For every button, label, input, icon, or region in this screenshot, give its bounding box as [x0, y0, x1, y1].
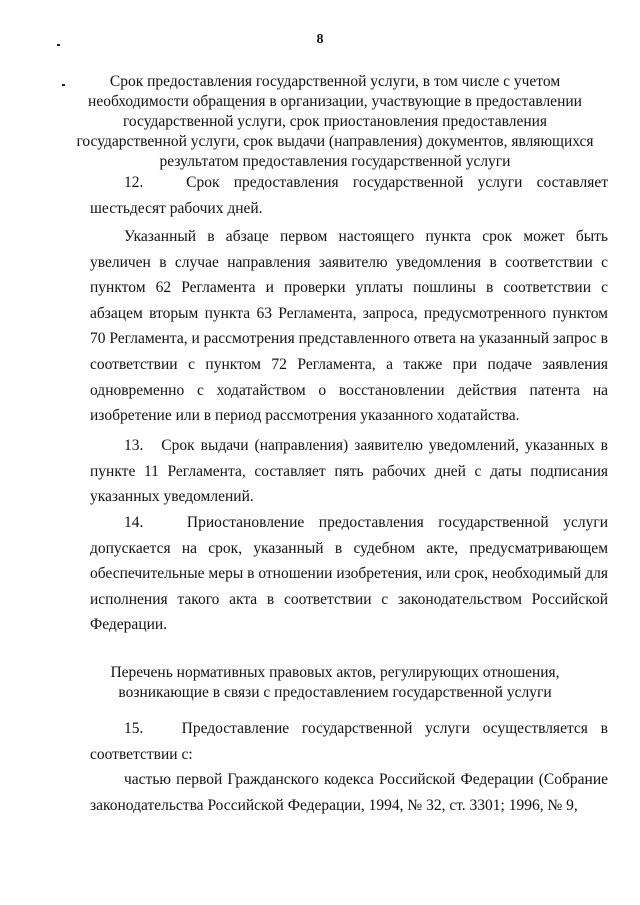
scan-mark: [62, 84, 65, 86]
section-heading-term: Срок предоставления государственной услуги, в том числе с учетом необходимости обращения в организации, участвующие в предоставлении государственной услуги, срок приостановления предоставления государственной услуги, срок выдачи (направления) документов, являющихся результатом предоставления государственной услуги: [76, 73, 594, 170]
paragraph-15: 15. Предоставление государственной услуги осуществляется в соответствии с:: [90, 720, 608, 763]
paragraph-12: 12. Срок предоставления государственной услуги составляет шестьдесят рабочих дней.: [90, 174, 608, 217]
section-heading-legal-acts: Перечень нормативных правовых актов, регулирующих отношения, возникающие в связи с предоставлением государственной услуги: [110, 664, 560, 701]
paragraph-12-extension: Указанный в абзаце первом настоящего пункта срок может быть увеличен в случае направления заявителю уведомления в соответствии с пунктом 62 Регламента и проверки уплаты пошлины в соответствии с абзацем вторым пункта 63 Регламента, запроса, предусмотренного пунктом 70 Регламента, и рассмотрения представленного ответа на указанный запрос в соответствии с пунктом 72 Регламента, а также при подаче заявления одновременно с ходатайством о восстановлении действия патента на изобретение или в период рассмотрения указанного ходатайства.: [90, 228, 608, 425]
paragraph-civil-code: частью первой Гражданского кодекса Российской Федерации (Собрание законодательства Российской Федерации, 1994, № 32, ст. 3301; 1996, № 9,: [90, 771, 608, 814]
paragraph-14: 14. Приостановление предоставления государственной услуги допускается на срок, указанный в судебном акте, предусматривающем обеспечительные меры в отношении изобретения, или срок, необходимый для исполнения такого акта в соответствии с законодательством Российской Федерации.: [90, 514, 608, 633]
page-number: 8: [316, 32, 324, 47]
paragraph-13: 13. Срок выдачи (направления) заявителю уведомлений, указанных в пункте 11 Регламента, составляет пять рабочих дней с даты подписания указанных уведомлений.: [90, 437, 608, 505]
